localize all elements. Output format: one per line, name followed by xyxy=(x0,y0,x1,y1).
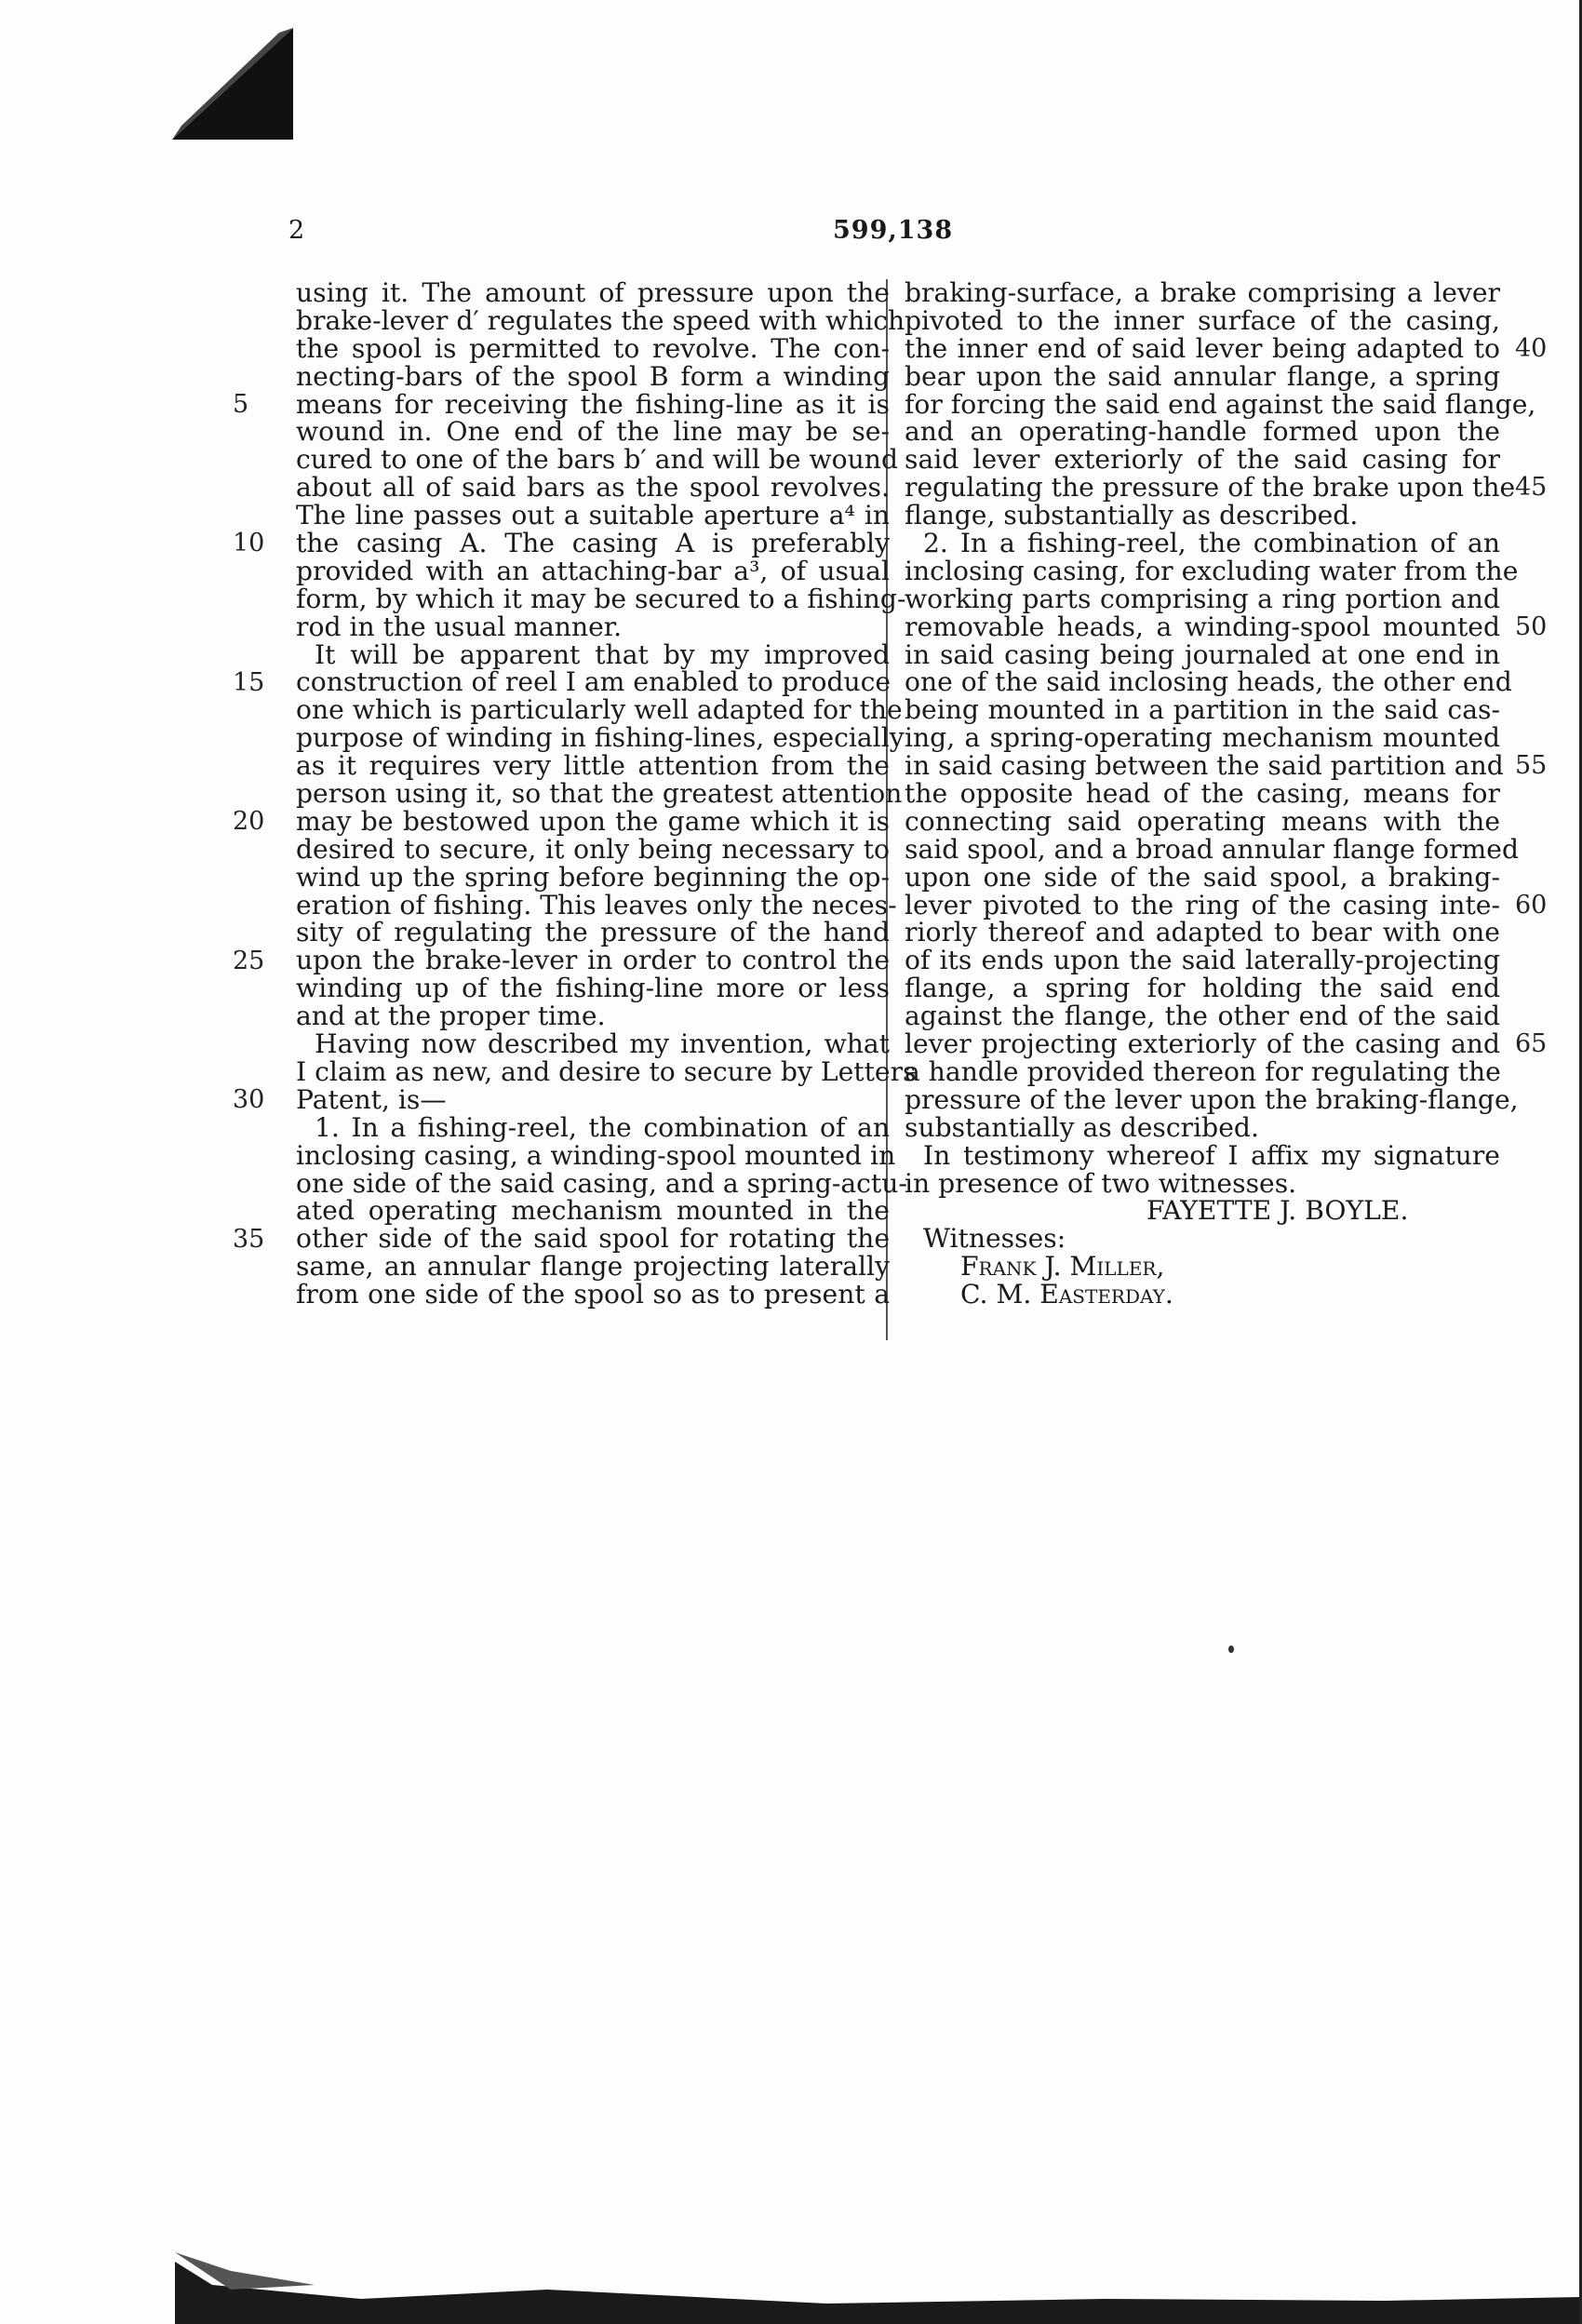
text-line: brake-lever d′ regulates the speed with which xyxy=(296,304,905,336)
text-line: of its ends upon the said laterally-projecting xyxy=(905,945,1500,976)
text-line: inclosing casing, a winding-spool mounted in xyxy=(296,1139,896,1171)
text-line: rod in the usual manner. xyxy=(296,611,623,642)
text-line: cured to one of the bars b′ and will be wound xyxy=(296,444,898,476)
text-line: the spool is permitted to revolve. The con- xyxy=(296,332,890,364)
text-line: in said casing between the said partition and xyxy=(905,750,1504,782)
line-number: 5 xyxy=(233,389,249,419)
text-line: from one side of the spool so as to present a xyxy=(296,1279,890,1310)
line-number: 55 xyxy=(1515,751,1548,781)
text-line: purpose of winding in fishing-lines, especially xyxy=(296,722,905,754)
line-number: 20 xyxy=(233,807,265,837)
text-line: one of the said inclosing heads, the other end xyxy=(905,666,1512,698)
text-line: one which is particularly well adapted for the xyxy=(296,694,903,726)
text-line: person using it, so that the greatest attention xyxy=(296,778,903,810)
scan-bottom-edge xyxy=(175,2234,1582,2324)
line-number: 35 xyxy=(233,1224,265,1254)
text-line: the casing A. The casing A is preferably xyxy=(296,528,890,559)
text-line: and at the proper time. xyxy=(296,1001,606,1032)
text-line: regulating the pressure of the brake upon the xyxy=(905,472,1516,504)
page-number: 2 xyxy=(288,216,305,245)
text-line: pivoted to the inner surface of the casing, xyxy=(905,304,1500,336)
text-line: flange, a spring for holding the said end xyxy=(905,973,1500,1004)
text-line: eration of fishing. This leaves only the neces- xyxy=(296,889,897,920)
text-line: 1. In a fishing-reel, the combination of an xyxy=(315,1111,890,1143)
text-line: winding up of the fishing-line more or less xyxy=(296,973,890,1004)
text-line: using it. The amount of pressure upon the xyxy=(296,277,890,308)
text-line: wound in. One end of the line may be se- xyxy=(296,416,890,448)
text-line: Having now described my invention, what xyxy=(315,1028,890,1060)
text-line: flange, substantially as described. xyxy=(905,500,1359,531)
line-number: 65 xyxy=(1515,1029,1548,1059)
line-number: 40 xyxy=(1515,333,1548,363)
witnesses-label: Witnesses: xyxy=(923,1223,1066,1255)
text-line: The line passes out a suitable aperture a⁴ in xyxy=(296,500,890,531)
text-line: the inner end of said lever being adapted to xyxy=(905,332,1500,364)
text-line: construction of reel I am enabled to produce xyxy=(296,666,892,698)
text-line: 2. In a fishing-reel, the combination of an xyxy=(923,528,1500,559)
text-line: upon the brake-lever in order to control the xyxy=(296,945,890,976)
text-line: sity of regulating the pressure of the hand xyxy=(296,917,890,948)
text-line: may be bestowed upon the game which it is xyxy=(296,805,890,837)
text-line: against the flange, the other end of the said xyxy=(905,1001,1500,1032)
line-number: 60 xyxy=(1515,890,1548,920)
text-line: wind up the spring before beginning the op- xyxy=(296,861,890,893)
inventor-name: FAYETTE J. BOYLE. xyxy=(1146,1195,1409,1227)
text-line: desired to secure, it only being necessary to xyxy=(296,833,890,865)
line-number: 30 xyxy=(233,1085,265,1115)
line-number: 45 xyxy=(1515,473,1548,503)
text-line: for forcing the said end against the said flange, xyxy=(905,388,1536,420)
ink-speck xyxy=(1228,1646,1234,1653)
text-line: as it requires very little attention from the xyxy=(296,750,890,782)
line-number: 50 xyxy=(1515,611,1548,641)
text-line: upon one side of the said spool, a braking- xyxy=(905,861,1500,893)
text-line: form, by which it may be secured to a fishing- xyxy=(296,583,906,614)
left-column-text xyxy=(296,277,917,1310)
text-line: necting-bars of the spool B form a winding xyxy=(296,360,890,392)
text-line: means for receiving the fishing-line as it is xyxy=(296,388,890,420)
text-line: I claim as new, and desire to secure by Letters xyxy=(296,1055,917,1087)
text-line: ing, a spring-operating mechanism mounted xyxy=(905,722,1500,754)
text-line: said spool, and a broad annular flange formed xyxy=(905,833,1519,865)
line-number: 25 xyxy=(233,946,265,975)
text-line: In testimony whereof I affix my signature xyxy=(923,1139,1500,1171)
text-line: riorly thereof and adapted to bear with one xyxy=(905,917,1500,948)
text-line: about all of said bars as the spool revolves. xyxy=(296,472,890,504)
line-number: 10 xyxy=(233,529,265,558)
text-line: one side of the said casing, and a spring-actu- xyxy=(296,1167,907,1199)
text-line: bear upon the said annular flange, a spring xyxy=(905,360,1500,392)
text-line: removable heads, a winding-spool mounted xyxy=(905,611,1500,642)
text-line: being mounted in a partition in the said cas- xyxy=(905,694,1500,726)
text-line: Patent, is— xyxy=(296,1083,447,1115)
witness-name: C. M. Easterday. xyxy=(960,1279,1173,1310)
patent-number: 599,138 xyxy=(833,216,954,245)
text-line: working parts comprising a ring portion and xyxy=(905,583,1500,614)
text-line: the opposite head of the casing, means for xyxy=(905,778,1500,810)
page-corner-mark xyxy=(172,28,293,140)
text-line: same, an annular flange projecting laterally xyxy=(296,1251,890,1283)
text-line: in presence of two witnesses. xyxy=(905,1167,1297,1199)
text-line: inclosing casing, for excluding water from the xyxy=(905,555,1519,586)
text-line: It will be apparent that by my improved xyxy=(315,638,890,670)
text-line: other side of the said spool for rotating the xyxy=(296,1223,890,1255)
text-line: pressure of the lever upon the braking-flange, xyxy=(905,1083,1519,1115)
text-line: and an operating-handle formed upon the xyxy=(905,416,1500,448)
text-line: said lever exteriorly of the said casing for xyxy=(905,444,1500,476)
text-line: in said casing being journaled at one end in xyxy=(905,638,1500,670)
line-number: 15 xyxy=(233,667,265,697)
text-line: ated operating mechanism mounted in the xyxy=(296,1195,890,1227)
text-line: braking-surface, a brake comprising a lever xyxy=(905,277,1500,308)
witness-name: Frank J. Miller, xyxy=(960,1251,1165,1283)
text-line: connecting said operating means with the xyxy=(905,805,1500,837)
text-line: a handle provided thereon for regulating the xyxy=(905,1055,1501,1087)
text-line: lever pivoted to the ring of the casing inte- xyxy=(905,889,1500,920)
text-line: substantially as described. xyxy=(905,1111,1259,1143)
text-line: lever projecting exteriorly of the casing and xyxy=(905,1028,1500,1060)
text-line: provided with an attaching-bar a³, of usual xyxy=(296,555,890,586)
